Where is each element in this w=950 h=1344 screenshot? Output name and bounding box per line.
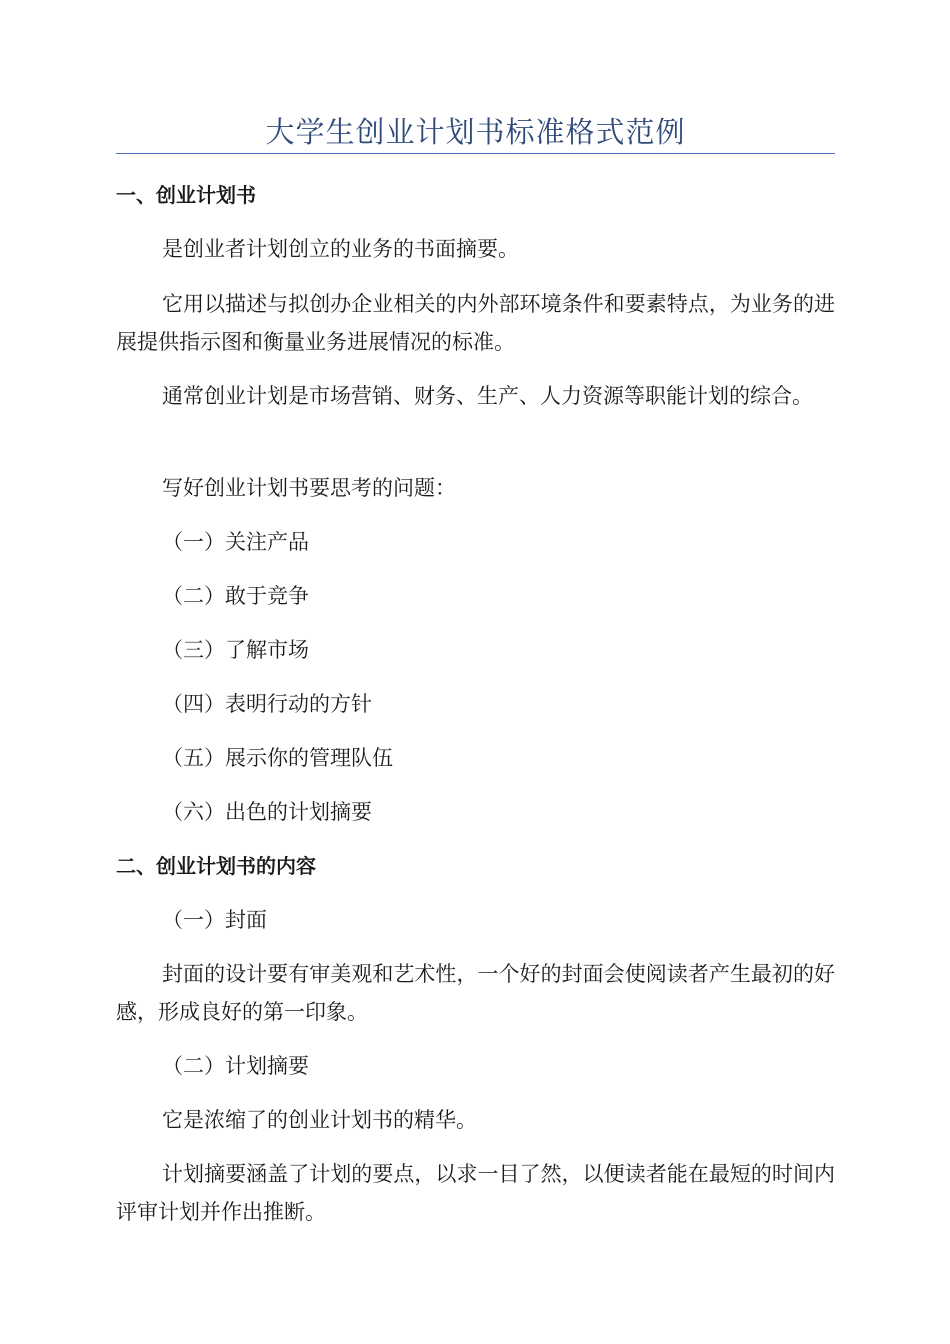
document-title: 大学生创业计划书标准格式范例 bbox=[265, 115, 686, 149]
paragraph: 通常创业计划是市场营销、财务、生产、人力资源等职能计划的综合。 bbox=[162, 384, 813, 408]
paragraph: 是创业者计划创立的业务的书面摘要。 bbox=[162, 237, 519, 261]
list-item: （六）出色的计划摘要 bbox=[162, 800, 372, 824]
list-item: （三）了解市场 bbox=[162, 638, 309, 662]
list-item: （一）关注产品 bbox=[162, 530, 309, 554]
list-item: （四）表明行动的方针 bbox=[162, 692, 372, 716]
paragraph: 它用以描述与拟创办企业相关的内外部环境条件和要素特点，为业务的进展提供指示图和衡量业务进展情况的标准。 bbox=[116, 292, 835, 354]
section-heading-1: 一、创业计划书 bbox=[116, 183, 256, 207]
subsection-heading: （二）计划摘要 bbox=[162, 1054, 309, 1078]
paragraph: 写好创业计划书要思考的问题： bbox=[162, 476, 456, 500]
paragraph: 它是浓缩了的创业计划书的精华。 bbox=[162, 1108, 477, 1132]
list-item: （二）敢于竞争 bbox=[162, 584, 309, 608]
list-item: （五）展示你的管理队伍 bbox=[162, 746, 393, 770]
title-underline bbox=[116, 153, 835, 154]
paragraph: 封面的设计要有审美观和艺术性，一个好的封面会使阅读者产生最初的好感，形成良好的第一印象。 bbox=[116, 962, 835, 1024]
subsection-heading: （一）封面 bbox=[162, 908, 267, 932]
section-heading-2: 二、创业计划书的内容 bbox=[116, 854, 316, 878]
paragraph: 计划摘要涵盖了计划的要点，以求一目了然，以便读者能在最短的时间内评审计划并作出推断。 bbox=[116, 1162, 835, 1224]
